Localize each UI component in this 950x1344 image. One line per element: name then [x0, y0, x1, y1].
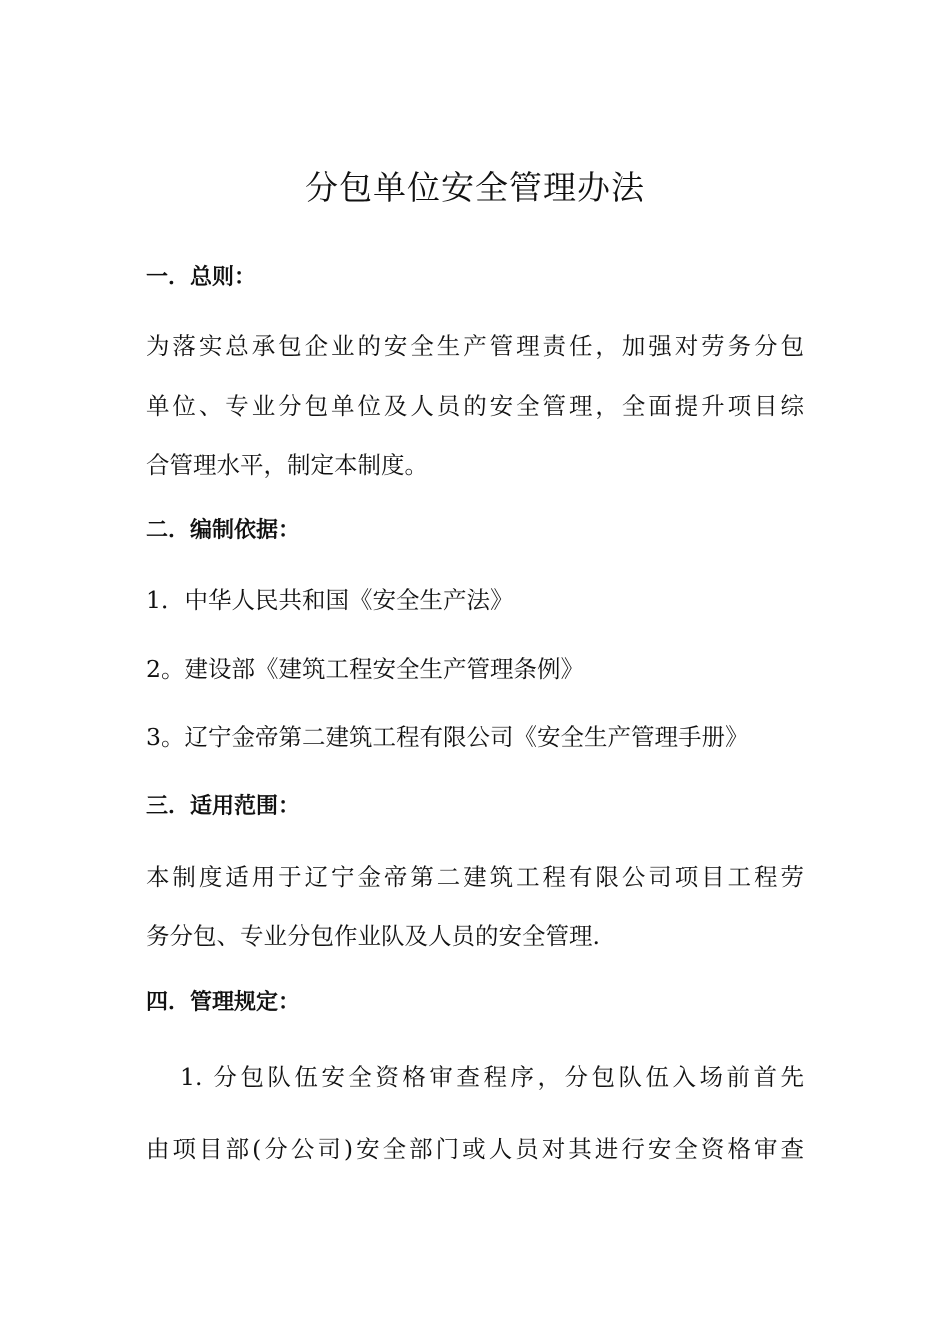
- section-heading-general: 一．总则：: [146, 265, 257, 290]
- section-heading-basis: 二．编制依据：: [146, 518, 301, 543]
- list-item: 2。建设部《建筑工程安全生产管理条例》: [146, 655, 584, 683]
- section-heading-scope: 三．适用范围：: [146, 794, 301, 819]
- section-heading-rules: 四．管理规定：: [146, 990, 301, 1015]
- list-item: 1．中华人民共和国《安全生产法》: [146, 586, 514, 614]
- paragraph-line: 合管理水平，制定本制度。: [146, 451, 428, 479]
- document-title: 分包单位安全管理办法: [305, 168, 645, 207]
- paragraph-line: 本制度适用于辽宁金帝第二建筑工程有限公司项目工程劳: [146, 863, 804, 891]
- paragraph-line: 由项目部(分公司)安全部门或人员对其进行安全资格审查: [146, 1135, 804, 1163]
- paragraph-line: 1. 分包队伍安全资格审查程序，分包队伍入场前首先: [180, 1063, 804, 1091]
- paragraph-line: 务分包、专业分包作业队及人员的安全管理.: [146, 922, 600, 950]
- paragraph-line: 为落实总承包企业的安全生产管理责任，加强对劳务分包: [146, 332, 804, 360]
- list-item: 3。辽宁金帝第二建筑工程有限公司《安全生产管理手册》: [146, 723, 749, 751]
- paragraph-line: 单位、专业分包单位及人员的安全管理，全面提升项目综: [146, 392, 804, 420]
